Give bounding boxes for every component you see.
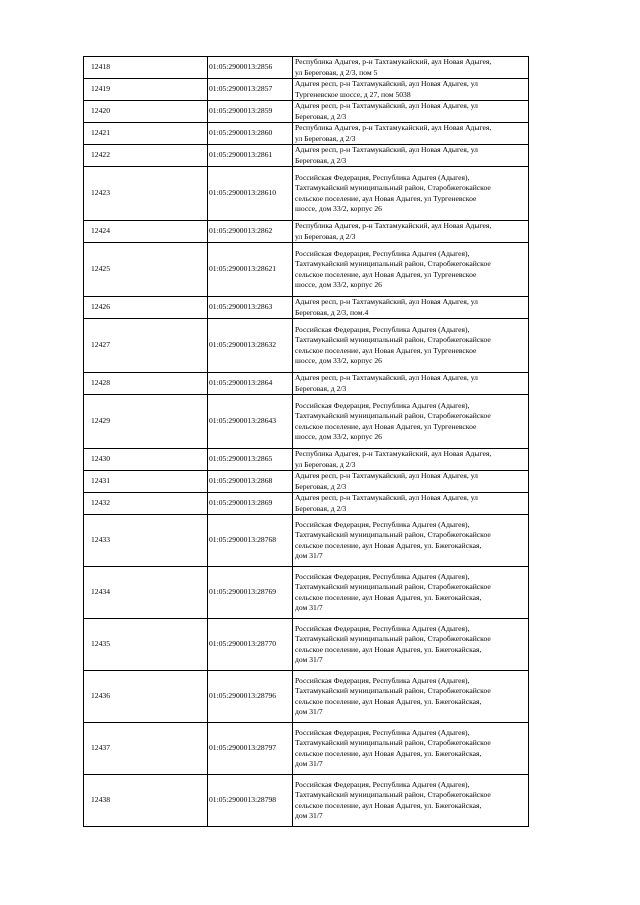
- row-number-cell: 12419: [84, 79, 208, 101]
- table-row: [84, 221, 529, 243]
- row-number-cell: 12438: [84, 775, 208, 827]
- table-row: [84, 57, 529, 79]
- cadastral-number-cell: 01:05:2900013:2865: [208, 449, 293, 471]
- row-number-cell: 12432: [84, 493, 208, 515]
- row-number-cell: 12425: [84, 243, 208, 297]
- address-cell: Республика Адыгея, р-н Тахтамукайский, аул Новая Адыгея, ул Береговая, д 2/3: [293, 221, 529, 243]
- address-cell: Республика Адыгея, р-н Тахтамукайский, аул Новая Адыгея, ул Береговая, д 2/3: [293, 123, 529, 145]
- table-row: [84, 671, 529, 723]
- registry-table-body: [84, 57, 529, 827]
- row-number-cell: 12435: [84, 619, 208, 671]
- cadastral-number-cell: 01:05:2900013:28621: [208, 243, 293, 297]
- table-row: [84, 775, 529, 827]
- row-number-cell: 12421: [84, 123, 208, 145]
- cadastral-number-cell: 01:05:2900013:2861: [208, 145, 293, 167]
- row-number-cell: 12434: [84, 567, 208, 619]
- address-cell: Республика Адыгея, р-н Тахтамукайский, аул Новая Адыгея, ул Береговая, д 2/3: [293, 449, 529, 471]
- cadastral-number-cell: 01:05:2900013:28796: [208, 671, 293, 723]
- cadastral-number-cell: 01:05:2900013:2859: [208, 101, 293, 123]
- cadastral-number-cell: 01:05:2900013:28798: [208, 775, 293, 827]
- table-row: [84, 449, 529, 471]
- table-row: [84, 373, 529, 395]
- row-number-cell: 12433: [84, 515, 208, 567]
- cadastral-number-cell: 01:05:2900013:28632: [208, 319, 293, 373]
- address-cell: Российская Федерация, Республика Адыгея (Адыгея), Тахтамукайский муниципальный район, Старобжегокайское сельское поселение, аул Новая Адыгея, ул. Бжегокайская, дом 31/7: [293, 567, 529, 619]
- address-cell: Адыгея респ, р-н Тахтамукайский, аул Новая Адыгея, ул Береговая, д 2/3: [293, 101, 529, 123]
- address-cell: Российская Федерация, Республика Адыгея (Адыгея), Тахтамукайский муниципальный район, Старобжегокайское сельское поселение, аул Новая Адыгея, ул Тургеневское шоссе, дом 33/2, корпус 26: [293, 243, 529, 297]
- row-number-cell: 12420: [84, 101, 208, 123]
- cadastral-number-cell: 01:05:2900013:2868: [208, 471, 293, 493]
- cadastral-number-cell: 01:05:2900013:28770: [208, 619, 293, 671]
- cadastral-number-cell: 01:05:2900013:2857: [208, 79, 293, 101]
- row-number-cell: 12436: [84, 671, 208, 723]
- row-number-cell: 12437: [84, 723, 208, 775]
- address-cell: Российская Федерация, Республика Адыгея (Адыгея), Тахтамукайский муниципальный район, Старобжегокайское сельское поселение, аул Новая Адыгея, ул Тургеневское шоссе, дом 33/2, корпус 26: [293, 319, 529, 373]
- address-cell: Российская Федерация, Республика Адыгея (Адыгея), Тахтамукайский муниципальный район, Старобжегокайское сельское поселение, аул Новая Адыгея, ул. Бжегокайская, дом 31/7: [293, 515, 529, 567]
- table-row: [84, 493, 529, 515]
- table-row: [84, 723, 529, 775]
- table-row: [84, 79, 529, 101]
- cadastral-number-cell: 01:05:2900013:28797: [208, 723, 293, 775]
- table-row: [84, 145, 529, 167]
- table-row: [84, 243, 529, 297]
- cadastral-number-cell: 01:05:2900013:28610: [208, 167, 293, 221]
- row-number-cell: 12423: [84, 167, 208, 221]
- row-number-cell: 12430: [84, 449, 208, 471]
- row-number-cell: 12431: [84, 471, 208, 493]
- cadastral-number-cell: 01:05:2900013:2864: [208, 373, 293, 395]
- row-number-cell: 12429: [84, 395, 208, 449]
- table-row: [84, 101, 529, 123]
- cadastral-number-cell: 01:05:2900013:2860: [208, 123, 293, 145]
- table-row: [84, 167, 529, 221]
- address-cell: Российская Федерация, Республика Адыгея (Адыгея), Тахтамукайский муниципальный район, Старобжегокайское сельское поселение, аул Новая Адыгея, ул Тургеневское шоссе, дом 33/2, корпус 26: [293, 167, 529, 221]
- address-cell: Адыгея респ, р-н Тахтамукайский, аул Новая Адыгея, ул Береговая, д 2/3: [293, 373, 529, 395]
- cadastral-number-cell: 01:05:2900013:2863: [208, 297, 293, 319]
- address-cell: Российская Федерация, Республика Адыгея (Адыгея), Тахтамукайский муниципальный район, Старобжегокайское сельское поселение, аул Новая Адыгея, ул. Бжегокайская, дом 31/7: [293, 671, 529, 723]
- table-row: [84, 515, 529, 567]
- cadastral-number-cell: 01:05:2900013:28769: [208, 567, 293, 619]
- row-number-cell: 12424: [84, 221, 208, 243]
- address-cell: Российская Федерация, Республика Адыгея (Адыгея), Тахтамукайский муниципальный район, Старобжегокайское сельское поселение, аул Новая Адыгея, ул. Бжегокайская, дом 31/7: [293, 775, 529, 827]
- cadastral-number-cell: 01:05:2900013:2862: [208, 221, 293, 243]
- address-cell: Адыгея респ, р-н Тахтамукайский, аул Новая Адыгея, ул Тургеневское шоссе, д 27, пом 5038: [293, 79, 529, 101]
- row-number-cell: 12426: [84, 297, 208, 319]
- address-cell: Адыгея респ, р-н Тахтамукайский, аул Новая Адыгея, ул Береговая, д 2/3: [293, 471, 529, 493]
- address-cell: Адыгея респ, р-н Тахтамукайский, аул Новая Адыгея, ул Береговая, д 2/3: [293, 493, 529, 515]
- address-cell: Российская Федерация, Республика Адыгея (Адыгея), Тахтамукайский муниципальный район, Старобжегокайское сельское поселение, аул Новая Адыгея, ул Тургеневское шоссе, дом 33/2, корпус 26: [293, 395, 529, 449]
- table-row: [84, 297, 529, 319]
- address-cell: Российская Федерация, Республика Адыгея (Адыгея), Тахтамукайский муниципальный район, Старобжегокайское сельское поселение, аул Новая Адыгея, ул. Бжегокайская, дом 31/7: [293, 619, 529, 671]
- cadastral-number-cell: 01:05:2900013:28643: [208, 395, 293, 449]
- cadastral-number-cell: 01:05:2900013:2869: [208, 493, 293, 515]
- address-cell: Российская Федерация, Республика Адыгея (Адыгея), Тахтамукайский муниципальный район, Старобжегокайское сельское поселение, аул Новая Адыгея, ул. Бжегокайская, дом 31/7: [293, 723, 529, 775]
- table-row: [84, 123, 529, 145]
- registry-table: [83, 56, 529, 827]
- table-row: [84, 471, 529, 493]
- row-number-cell: 12418: [84, 57, 208, 79]
- cadastral-number-cell: 01:05:2900013:28768: [208, 515, 293, 567]
- address-cell: Адыгея респ, р-н Тахтамукайский, аул Новая Адыгея, ул Береговая, д 2/3: [293, 145, 529, 167]
- row-number-cell: 12422: [84, 145, 208, 167]
- table-row: [84, 395, 529, 449]
- row-number-cell: 12428: [84, 373, 208, 395]
- row-number-cell: 12427: [84, 319, 208, 373]
- address-cell: Республика Адыгея, р-н Тахтамукайский, аул Новая Адыгея, ул Береговая, д 2/3, пом 5: [293, 57, 529, 79]
- cadastral-number-cell: 01:05:2900013:2856: [208, 57, 293, 79]
- table-row: [84, 319, 529, 373]
- address-cell: Адыгея респ, р-н Тахтамукайский, аул Новая Адыгея, ул Береговая, д 2/3, пом.4: [293, 297, 529, 319]
- table-row: [84, 619, 529, 671]
- table-row: [84, 567, 529, 619]
